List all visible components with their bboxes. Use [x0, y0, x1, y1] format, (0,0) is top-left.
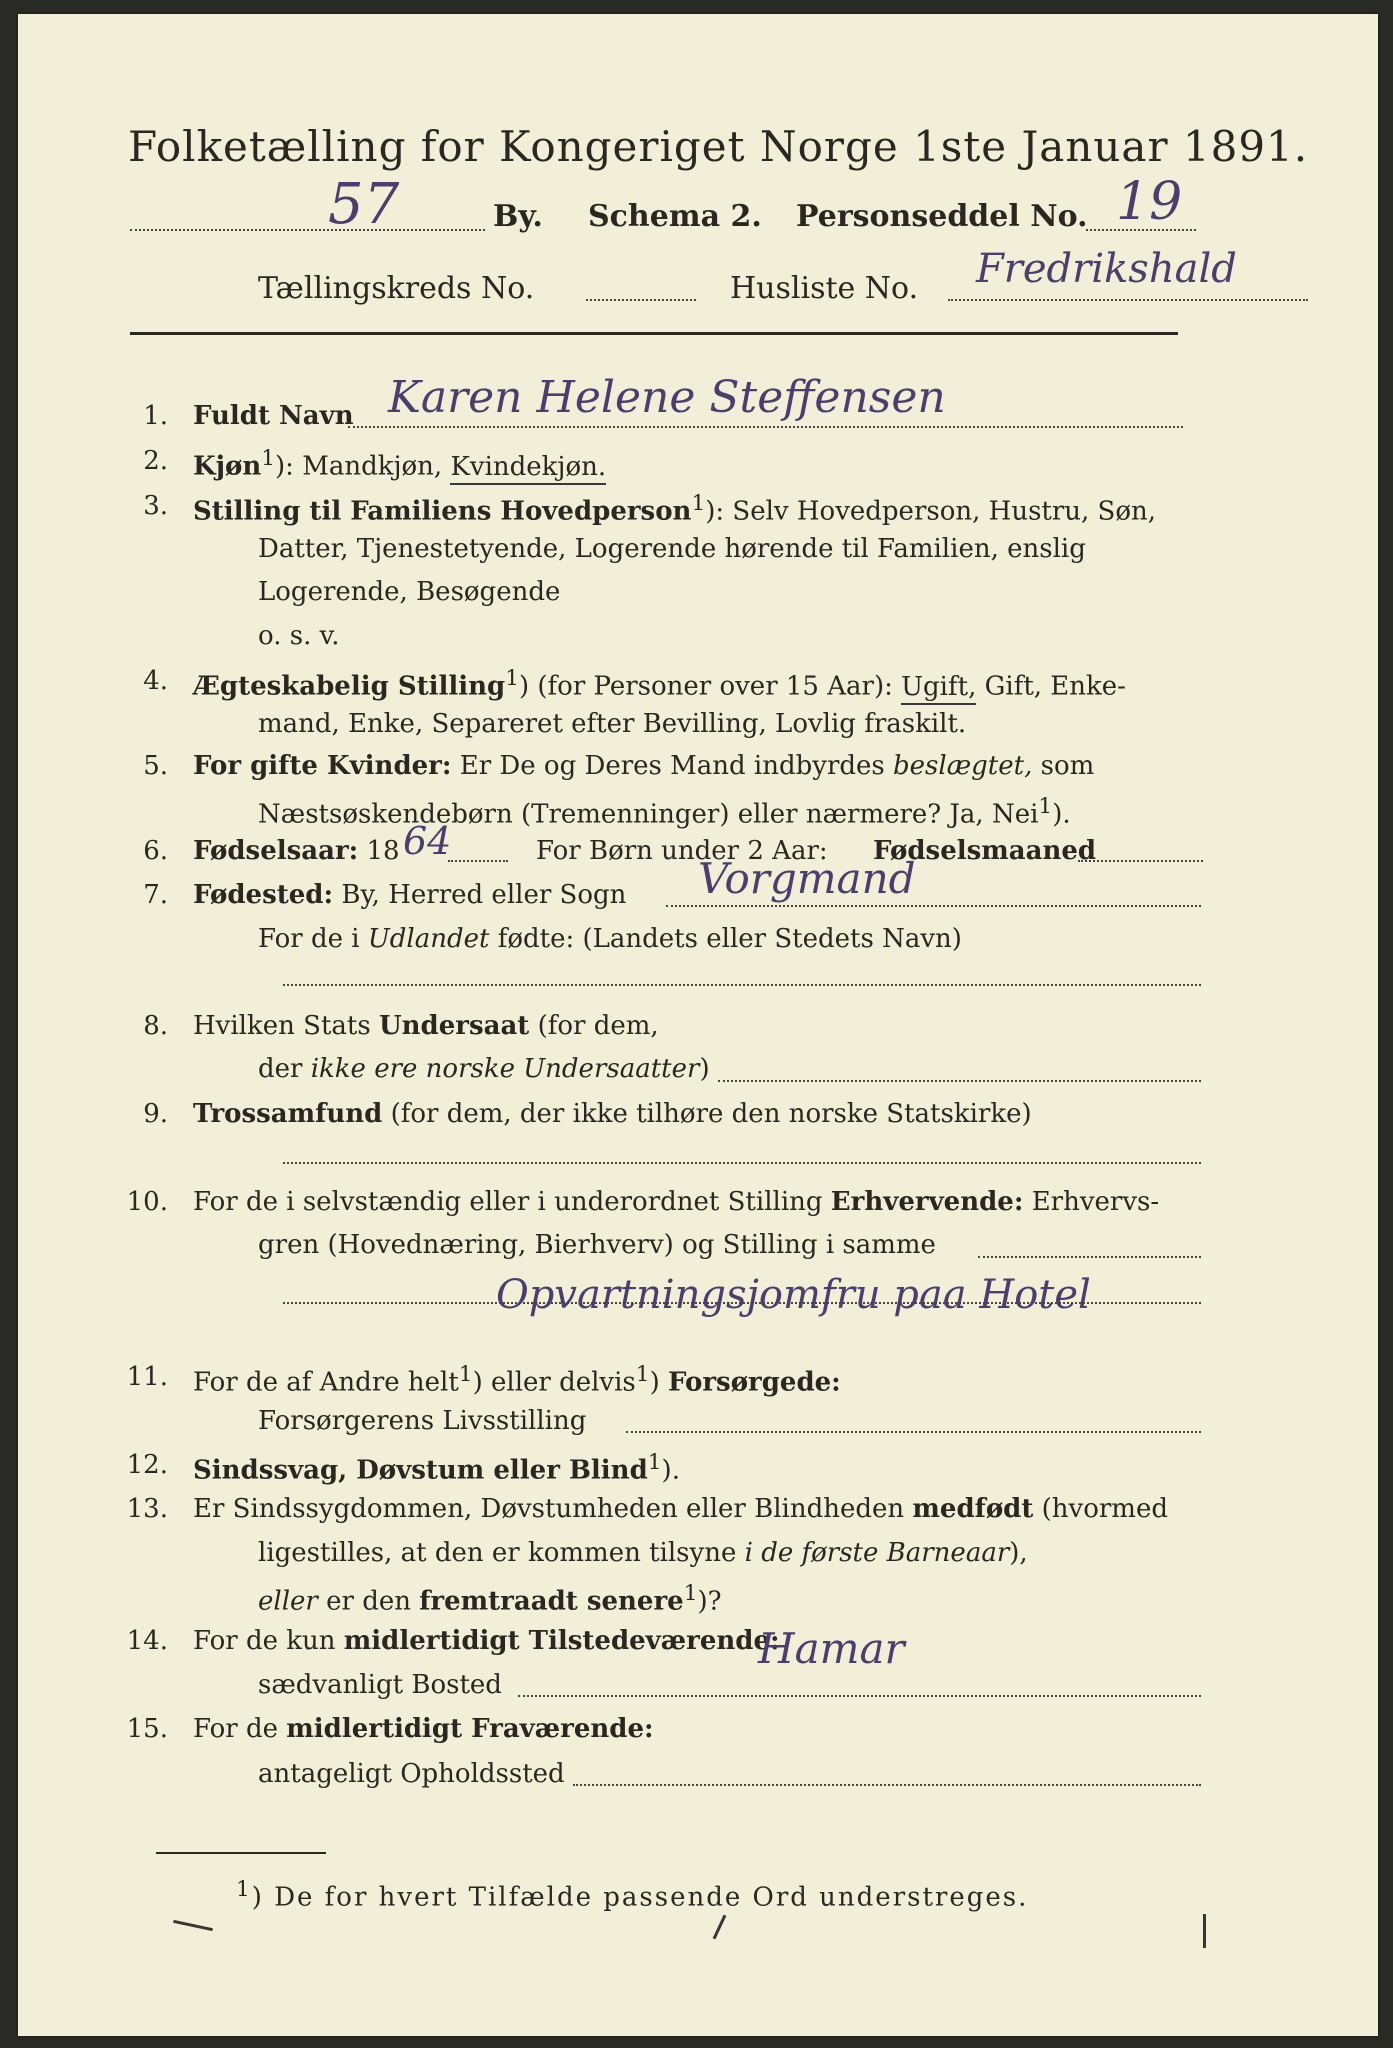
item-6-label: Fødselsaar: 18 — [193, 836, 400, 866]
religion-dots — [283, 1162, 1201, 1164]
occupation-handwritten: Opvartningsjomfru paa Hotel — [496, 1272, 1091, 1318]
item-1-label: Fuldt Navn — [193, 401, 354, 431]
stay-dots — [573, 1784, 1201, 1786]
item-3-text-4: o. s. v. — [258, 621, 340, 651]
stray-mark — [1203, 1914, 1206, 1948]
item-2-text: Kjøn$^1$): Mandkjøn, Kvindekjøn. — [193, 446, 606, 482]
item-13-number: 13. — [126, 1494, 168, 1524]
stray-mark — [173, 1920, 213, 1931]
item-14-text-2: sædvanligt Bosted — [258, 1670, 502, 1700]
item-15-number: 15. — [126, 1714, 168, 1744]
item-14-number: 14. — [126, 1626, 168, 1656]
item-7-number: 7. — [143, 880, 168, 910]
item-8-text-2: der ikke ere norske Undersaatter) — [258, 1054, 710, 1084]
census-form-page — [18, 14, 1378, 2036]
citizenship-dots — [718, 1080, 1201, 1082]
item-13-text-2: ligestilles, at den er kommen tilsyne i de første Barneaar), — [258, 1538, 1028, 1568]
kreds-dots — [586, 299, 696, 301]
item-6-children: For Børn under 2 Aar: — [536, 836, 828, 866]
occupation-dots-1 — [978, 1256, 1201, 1258]
kreds-label: Tællingskreds No. — [258, 271, 535, 306]
item-9-text: Trossamfund (for dem, der ikke tilhøre den norske Statskirke) — [193, 1099, 1032, 1129]
item-3-number: 3. — [143, 491, 168, 521]
residence-dots — [518, 1695, 1201, 1697]
town-no-dots — [130, 229, 485, 231]
item-7-text-2: For de i Udlandet fødte: (Landets eller Stedets Navn) — [258, 924, 962, 954]
item-14-text-1: For de kun midlertidigt Tilstedeværende: — [193, 1626, 780, 1656]
item-1-number: 1. — [143, 401, 168, 431]
personseddel-label: Personseddel No. — [796, 199, 1088, 234]
item-3-text-3: Logerende, Besøgende — [258, 577, 561, 607]
item-4-text-1: Ægteskabelig Stilling$^1$) (for Personer over 15 Aar): Ugift, Gift, Enke- — [193, 666, 1126, 702]
husliste-label: Husliste No. — [730, 271, 919, 306]
item-12-number: 12. — [126, 1450, 168, 1480]
footnote-rule — [156, 1852, 326, 1854]
item-11-text-2: Forsørgerens Livsstilling — [258, 1406, 587, 1436]
schema-label: Schema 2. — [588, 199, 762, 234]
item-8-text-1: Hvilken Stats Undersaat (for dem, — [193, 1011, 659, 1041]
stray-mark — [713, 1915, 727, 1940]
foreign-birthplace-dots — [283, 984, 1201, 986]
town-no-handwritten: 57 — [328, 172, 400, 237]
item-9-number: 9. — [143, 1099, 168, 1129]
item-10-number: 10. — [126, 1187, 168, 1217]
item-5-text-2: Næstsøskendebørn (Tremenninger) eller nærmere? Ja, Nei$^1$). — [258, 794, 1071, 830]
provider-dots — [626, 1431, 1201, 1433]
item-4-number: 4. — [143, 666, 168, 696]
item-8-number: 8. — [143, 1011, 168, 1041]
birthplace-handwritten: Vorgmand — [698, 854, 916, 903]
person-no-handwritten: 19 — [1116, 172, 1183, 232]
item-2-number: 2. — [143, 446, 168, 476]
item-7-label: Fødested: By, Herred eller Sogn — [193, 880, 627, 910]
birthplace-dots — [666, 905, 1201, 907]
item-6-number: 6. — [143, 836, 168, 866]
item-12-text: Sindssvag, Døvstum eller Blind$^1$). — [193, 1450, 680, 1486]
item-13-text-1: Er Sindssygdommen, Døvstumheden eller Blindheden medfødt (hvormed — [193, 1494, 1168, 1524]
item-3-text-2: Datter, Tjenestetyende, Logerende hørende til Familien, enslig — [258, 534, 1086, 564]
husliste-dots — [948, 299, 1308, 301]
name-handwritten: Karen Helene Steffensen — [388, 372, 946, 423]
item-4-text-2: mand, Enke, Separeret efter Bevilling, Lovlig fraskilt. — [258, 709, 967, 739]
header-divider — [130, 332, 1178, 335]
residence-handwritten: Hamar — [758, 1624, 905, 1673]
item-13-text-3: eller er den fremtraadt senere$^1$)? — [258, 1581, 722, 1617]
item-11-text-1: For de af Andre helt$^1$) eller delvis$^1$) Forsørgede: — [193, 1362, 841, 1398]
item-10-text-2: gren (Hovednæring, Bierhverv) og Stilling i samme — [258, 1230, 936, 1260]
item-15-text-1: For de midlertidigt Fraværende: — [193, 1714, 654, 1744]
item-10-text-1: For de i selvstændig eller i underordnet Stilling Erhvervende: Erhvervs- — [193, 1187, 1160, 1217]
birth-month-dots — [1078, 860, 1203, 862]
item-5-number: 5. — [143, 751, 168, 781]
birth-year-dots — [448, 860, 508, 862]
item-6-month-label: Fødselsmaaned — [873, 836, 1097, 866]
item-15-text-2: antageligt Opholdssted — [258, 1759, 565, 1789]
name-dots — [348, 426, 1183, 428]
item-5-text-1: For gifte Kvinder: Er De og Deres Mand indbyrdes beslægtet, som — [193, 751, 1095, 781]
husliste-handwritten: Fredrikshald — [976, 246, 1237, 292]
by-label: By. — [493, 199, 543, 234]
item-3-text-1: Stilling til Familiens Hovedperson$^1$): Selv Hovedperson, Hustru, Søn, — [193, 491, 1157, 527]
item-11-number: 11. — [126, 1362, 168, 1392]
birth-year-handwritten: 64 — [403, 819, 452, 863]
footnote: $^1$) De for hvert Tilfælde passende Ord understreges. — [236, 1877, 1029, 1913]
form-title: Folketælling for Kongeriget Norge 1ste Januar 1891. — [128, 122, 1309, 171]
